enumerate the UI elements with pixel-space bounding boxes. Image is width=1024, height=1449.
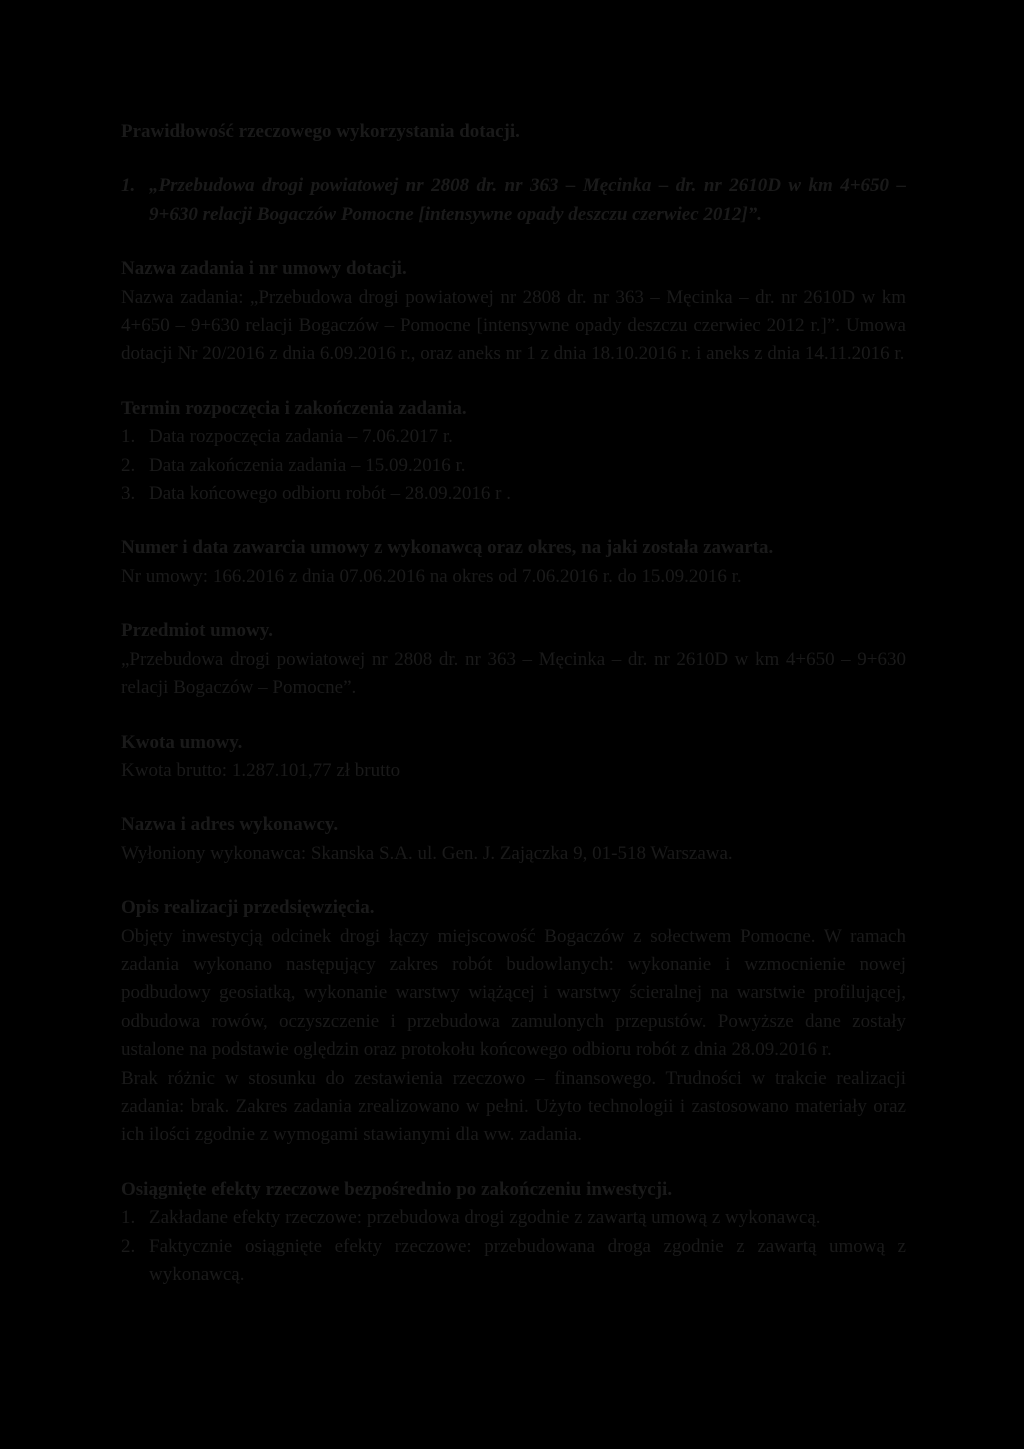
list-item-text: Faktycznie osiągnięte efekty rzeczowe: przebudowana droga zgodnie z zawartą umową z wykonawcą. <box>149 1235 906 1285</box>
list-item-text: Data rozpoczęcia zadania – 7.06.2017 r. <box>149 426 453 448</box>
task-name-heading: Nazwa zadania i nr umowy dotacji. <box>121 258 407 280</box>
list-item-text: Data zakończenia zadania – 15.09.2016 r. <box>149 454 466 476</box>
list-item-text: Data końcowego odbioru robót – 28.09.2016 r . <box>149 483 511 505</box>
amount-heading: Kwota umowy. <box>121 731 243 753</box>
list-item <box>121 1233 906 1290</box>
description-text-2: Brak różnic w stosunku do zestawienia rzeczowo – finansowego. Trudności w trakcie realizacji zadania: brak. Zakres zadania zrealizowano w pełni. Użyto technologii i zastosowano materiały oraz ich ilości zgodnie z wymogami stawianymi dla ww. zadania. <box>121 1067 906 1146</box>
task-title <box>121 172 906 229</box>
contractor-text: Wyłoniony wykonawca: Skanska S.A. ul. Gen. J. Zajączka 9, 01-518 Warszawa. <box>121 842 733 864</box>
list-item-number: 2. <box>121 454 136 476</box>
list-item <box>121 423 906 451</box>
list-item <box>121 452 906 480</box>
document-content <box>121 118 906 1289</box>
description-text-1: Objęty inwestycją odcinek drogi łączy miejscowość Bogaczów z sołectwem Pomocne. W ramach zadania wykonano następujący zakres robót budowlanych: wykonanie i wzmocnienie nowej podbudowy geosiatką, wykonanie warstwy wiążącej i warstwy ścieralnej na warstwie profilującej, odbudowa rowów, oczyszczenie i przebudowa zamulonych przepustów. Powyższe dane zostały ustalone na podstawie oględzin oraz protokołu końcowego odbioru robót z dnia 28.09.2016 r. <box>121 925 906 1061</box>
amount-text: Kwota brutto: 1.287.101,77 zł brutto <box>121 759 401 781</box>
subject-heading: Przedmiot umowy. <box>121 620 273 642</box>
list-item-number: 3. <box>121 483 136 505</box>
contract-text: Nr umowy: 166.2016 z dnia 07.06.2016 na okres od 7.06.2016 r. do 15.09.2016 r. <box>121 565 742 587</box>
task-number: 1. <box>121 175 136 197</box>
effects-heading: Osiągnięte efekty rzeczowe bezpośrednio po zakończeniu inwestycji. <box>121 1178 673 1200</box>
contract-heading: Numer i data zawarcia umowy z wykonawcą oraz okres, na jaki została zawarta. <box>121 537 774 559</box>
dates-heading: Termin rozpoczęcia i zakończenia zadania. <box>121 397 467 419</box>
task-name-text: Nazwa zadania: „Przebudowa drogi powiatowej nr 2808 dr. nr 363 – Męcinka – dr. nr 2610D w km 4+650 – 9+630 relacji Bogaczów – Pomocne [intensywne opady deszczu czerwiec 2012 r.]”. Umowa dotacji Nr 20/2016 z dnia 6.09.2016 r., oraz aneks nr 1 z dnia 18.10.2016 r. i aneks z dnia 14.11.2016 r. <box>121 286 906 365</box>
subject-text: „Przebudowa drogi powiatowej nr 2808 dr. nr 363 – Męcinka – dr. nr 2610D w km 4+650 – 9+630 relacji Bogaczów – Pomocne”. <box>121 648 906 699</box>
description-heading: Opis realizacji przedsięwzięcia. <box>121 897 375 919</box>
list-item-number: 1. <box>121 1207 136 1229</box>
list-item-text: Zakładane efekty rzeczowe: przebudowa drogi zgodnie z zawartą umową z wykonawcą. <box>149 1207 821 1229</box>
list-item-number: 1. <box>121 426 136 448</box>
main-heading: Prawidłowość rzeczowego wykorzystania dotacji. <box>121 121 520 142</box>
list-item <box>121 1204 906 1232</box>
task-title-text: „Przebudowa drogi powiatowej nr 2808 dr. nr 363 – Męcinka – dr. nr 2610D w km 4+650 – 9+630 relacji Bogaczów Pomocne [intensywne opady deszczu czerwiec 2012]”. <box>149 175 906 225</box>
contractor-heading: Nazwa i adres wykonawcy. <box>121 814 339 836</box>
list-item <box>121 480 906 508</box>
list-item-number: 2. <box>121 1235 136 1257</box>
